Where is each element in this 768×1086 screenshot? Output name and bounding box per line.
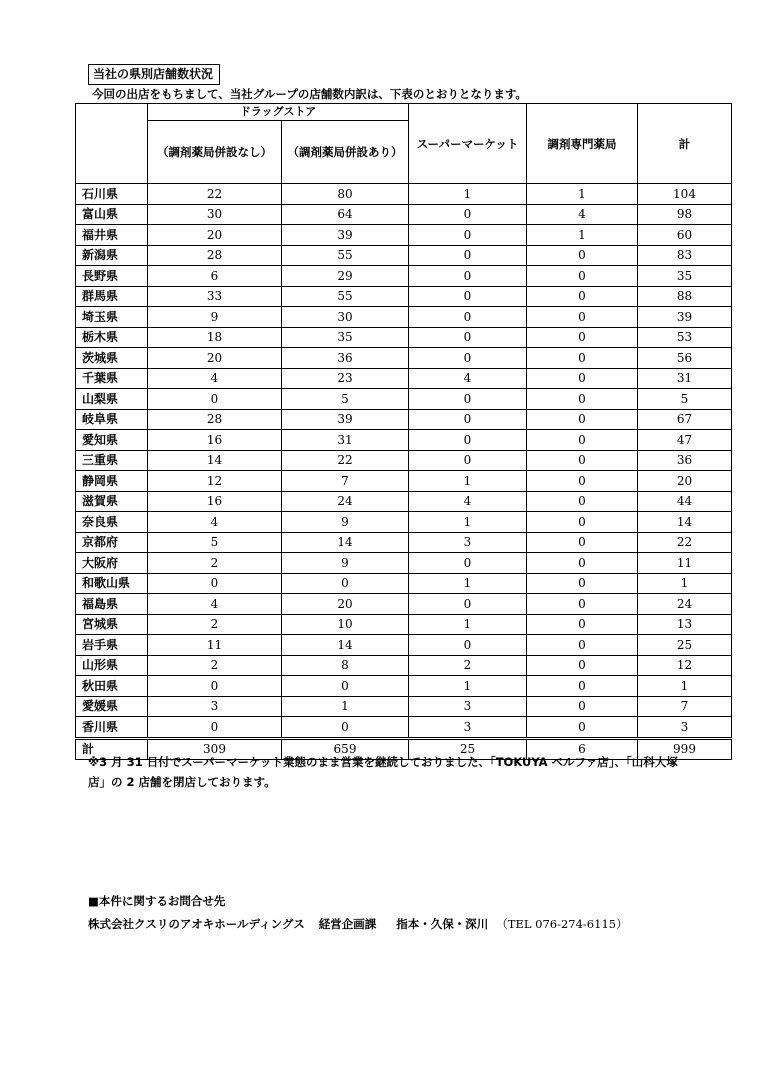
table-row	[76, 655, 732, 676]
dispensing-pharmacy-count: 0	[527, 450, 638, 471]
table-row	[76, 307, 732, 328]
no-pharmacy-count: 0	[148, 717, 282, 739]
row-total: 39	[638, 307, 732, 328]
table-row	[76, 368, 732, 389]
total-header: 計	[638, 104, 732, 184]
row-total: 20	[638, 471, 732, 492]
table-row	[76, 594, 732, 615]
row-total: 88	[638, 286, 732, 307]
row-total: 12	[638, 655, 732, 676]
table-row	[76, 717, 732, 739]
with-pharmacy-count: 20	[282, 594, 409, 615]
row-total: 47	[638, 430, 732, 451]
no-pharmacy-count: 6	[148, 266, 282, 287]
no-pharmacy-count: 28	[148, 409, 282, 430]
with-pharmacy-count: 36	[282, 348, 409, 369]
with-pharmacy-count: 39	[282, 409, 409, 430]
no-pharmacy-count: 14	[148, 450, 282, 471]
with-pharmacy-count: 39	[282, 225, 409, 246]
no-pharmacy-count: 16	[148, 430, 282, 451]
prefecture-name: 長野県	[76, 266, 148, 287]
prefecture-name: 茨城県	[76, 348, 148, 369]
table-row	[76, 573, 732, 594]
prefecture-name: 群馬県	[76, 286, 148, 307]
supermarket-header: スーパーマーケット	[409, 104, 527, 184]
table-row	[76, 471, 732, 492]
dispensing-pharmacy-count: 0	[527, 676, 638, 697]
table-row	[76, 204, 732, 225]
no-pharmacy-count: 16	[148, 491, 282, 512]
prefecture-name: 愛媛県	[76, 696, 148, 717]
supermarket-count: 4	[409, 491, 527, 512]
row-total: 25	[638, 635, 732, 656]
with-pharmacy-count: 64	[282, 204, 409, 225]
prefecture-name: 静岡県	[76, 471, 148, 492]
with-pharmacy-count: 5	[282, 389, 409, 410]
no-pharmacy-count: 3	[148, 696, 282, 717]
dispensing-pharmacy-count: 0	[527, 532, 638, 553]
with-pharmacy-header: （調剤薬局併設あり）	[282, 121, 409, 184]
supermarket-count: 0	[409, 430, 527, 451]
table-row	[76, 266, 732, 287]
dispensing-pharmacy-count: 0	[527, 471, 638, 492]
closure-note: ※3 月 31 日付でスーパーマーケット業態のまま営業を継続しておりました、「TOKUYA ベルファ店」、「山科大塚店」の 2 店舗を閉店しております。	[88, 755, 678, 789]
prefecture-name: 愛知県	[76, 430, 148, 451]
supermarket-count: 0	[409, 635, 527, 656]
row-total: 24	[638, 594, 732, 615]
row-total: 44	[638, 491, 732, 512]
contact-dept: 経営企画課	[318, 917, 377, 931]
prefecture-name: 埼玉県	[76, 307, 148, 328]
dispensing-pharmacy-count: 0	[527, 655, 638, 676]
table-row	[76, 532, 732, 553]
total-dispensing-pharmacy: 6	[527, 738, 638, 759]
dispensing-pharmacy-count: 0	[527, 614, 638, 635]
dispensing-pharmacy-count: 0	[527, 307, 638, 328]
supermarket-count: 1	[409, 614, 527, 635]
prefecture-name: 石川県	[76, 184, 148, 205]
prefecture-name: 宮城県	[76, 614, 148, 635]
supermarket-count: 0	[409, 245, 527, 266]
supermarket-count: 0	[409, 266, 527, 287]
supermarket-count: 1	[409, 676, 527, 697]
dispensing-pharmacy-count: 0	[527, 286, 638, 307]
prefecture-name: 三重県	[76, 450, 148, 471]
row-total: 7	[638, 696, 732, 717]
prefecture-name: 栃木県	[76, 327, 148, 348]
with-pharmacy-count: 0	[282, 676, 409, 697]
table-row	[76, 430, 732, 451]
no-pharmacy-count: 28	[148, 245, 282, 266]
no-pharmacy-count: 4	[148, 594, 282, 615]
contact-line	[88, 916, 628, 932]
supermarket-count: 1	[409, 573, 527, 594]
dispensing-pharmacy-count: 0	[527, 696, 638, 717]
with-pharmacy-count: 80	[282, 184, 409, 205]
contact-tel: （TEL 076-274-6115）	[496, 917, 628, 931]
table-row	[76, 327, 732, 348]
supermarket-count: 1	[409, 184, 527, 205]
table-row	[76, 348, 732, 369]
grand-total: 999	[638, 738, 732, 759]
with-pharmacy-count: 14	[282, 532, 409, 553]
prefecture-name: 岩手県	[76, 635, 148, 656]
table-row	[76, 512, 732, 533]
dispensing-pharmacy-count: 0	[527, 327, 638, 348]
total-supermarket: 25	[409, 738, 527, 759]
no-pharmacy-count: 4	[148, 512, 282, 533]
prefecture-name: 福井県	[76, 225, 148, 246]
row-total: 83	[638, 245, 732, 266]
prefecture-name: 香川県	[76, 717, 148, 739]
with-pharmacy-count: 23	[282, 368, 409, 389]
with-pharmacy-count: 35	[282, 327, 409, 348]
prefecture-name: 岐阜県	[76, 409, 148, 430]
supermarket-count: 0	[409, 327, 527, 348]
row-total: 98	[638, 204, 732, 225]
no-pharmacy-count: 30	[148, 204, 282, 225]
table-row	[76, 491, 732, 512]
table-row	[76, 676, 732, 697]
row-total: 14	[638, 512, 732, 533]
dispensing-pharmacy-count: 0	[527, 594, 638, 615]
supermarket-count: 0	[409, 204, 527, 225]
no-pharmacy-header: （調剤薬局併設なし）	[148, 121, 282, 184]
with-pharmacy-count: 30	[282, 307, 409, 328]
total-no-pharmacy: 309	[148, 738, 282, 759]
no-pharmacy-count: 0	[148, 389, 282, 410]
with-pharmacy-count: 22	[282, 450, 409, 471]
no-pharmacy-count: 22	[148, 184, 282, 205]
supermarket-count: 0	[409, 594, 527, 615]
supermarket-count: 2	[409, 655, 527, 676]
table-row	[76, 184, 732, 205]
table-row	[76, 409, 732, 430]
with-pharmacy-count: 9	[282, 512, 409, 533]
row-total: 60	[638, 225, 732, 246]
dispensing-pharmacy-count: 0	[527, 635, 638, 656]
prefecture-name: 秋田県	[76, 676, 148, 697]
no-pharmacy-count: 5	[148, 532, 282, 553]
with-pharmacy-count: 0	[282, 717, 409, 739]
prefecture-name: 大阪府	[76, 553, 148, 574]
supermarket-count: 1	[409, 471, 527, 492]
no-pharmacy-count: 0	[148, 676, 282, 697]
table-row	[76, 553, 732, 574]
row-total: 67	[638, 409, 732, 430]
dispensing-pharmacy-count: 1	[527, 225, 638, 246]
no-pharmacy-count: 20	[148, 225, 282, 246]
no-pharmacy-count: 2	[148, 614, 282, 635]
contact-names: 指本・久保・深川	[396, 917, 489, 931]
prefecture-name: 福島県	[76, 594, 148, 615]
prefecture-header-blank	[76, 104, 148, 184]
row-total: 35	[638, 266, 732, 287]
no-pharmacy-count: 18	[148, 327, 282, 348]
prefecture-name: 和歌山県	[76, 573, 148, 594]
row-total: 1	[638, 676, 732, 697]
table-row	[76, 225, 732, 246]
prefecture-name: 新潟県	[76, 245, 148, 266]
supermarket-count: 0	[409, 286, 527, 307]
prefecture-name: 富山県	[76, 204, 148, 225]
with-pharmacy-count: 0	[282, 573, 409, 594]
row-total: 22	[638, 532, 732, 553]
table-body	[76, 184, 732, 739]
no-pharmacy-count: 0	[148, 573, 282, 594]
supermarket-count: 1	[409, 512, 527, 533]
row-total: 53	[638, 327, 732, 348]
table-row	[76, 286, 732, 307]
contact-heading: ■本件に関するお問合せ先	[88, 894, 226, 908]
dispensing-pharmacy-count: 0	[527, 430, 638, 451]
with-pharmacy-count: 31	[282, 430, 409, 451]
dispensing-pharmacy-count: 0	[527, 266, 638, 287]
prefecture-name: 滋賀県	[76, 491, 148, 512]
with-pharmacy-count: 10	[282, 614, 409, 635]
section-title: 当社の県別店舗数状況	[88, 64, 220, 85]
prefecture-name: 山形県	[76, 655, 148, 676]
table-row	[76, 245, 732, 266]
dispensing-pharmacy-header: 調剤専門薬局	[527, 104, 638, 184]
prefecture-name: 奈良県	[76, 512, 148, 533]
row-total: 56	[638, 348, 732, 369]
row-total: 31	[638, 368, 732, 389]
table-row	[76, 696, 732, 717]
dispensing-pharmacy-count: 0	[527, 348, 638, 369]
dispensing-pharmacy-count: 0	[527, 409, 638, 430]
with-pharmacy-count: 55	[282, 286, 409, 307]
with-pharmacy-count: 55	[282, 245, 409, 266]
supermarket-count: 0	[409, 225, 527, 246]
supermarket-count: 0	[409, 553, 527, 574]
with-pharmacy-count: 29	[282, 266, 409, 287]
with-pharmacy-count: 14	[282, 635, 409, 656]
dispensing-pharmacy-count: 0	[527, 389, 638, 410]
row-total: 11	[638, 553, 732, 574]
supermarket-count: 3	[409, 532, 527, 553]
no-pharmacy-count: 20	[148, 348, 282, 369]
dispensing-pharmacy-count: 0	[527, 368, 638, 389]
table-row	[76, 450, 732, 471]
intro-text: 今回の出店をもちまして、当社グループの店舗数内訳は、下表のとおりとなります。	[92, 87, 527, 101]
total-with-pharmacy: 659	[282, 738, 409, 759]
supermarket-count: 3	[409, 717, 527, 739]
with-pharmacy-count: 24	[282, 491, 409, 512]
dispensing-pharmacy-count: 0	[527, 573, 638, 594]
table-row	[76, 635, 732, 656]
dispensing-pharmacy-count: 0	[527, 245, 638, 266]
dispensing-pharmacy-count: 0	[527, 491, 638, 512]
supermarket-count: 4	[409, 368, 527, 389]
table-row	[76, 614, 732, 635]
no-pharmacy-count: 2	[148, 553, 282, 574]
with-pharmacy-count: 7	[282, 471, 409, 492]
no-pharmacy-count: 12	[148, 471, 282, 492]
with-pharmacy-count: 1	[282, 696, 409, 717]
row-total: 36	[638, 450, 732, 471]
supermarket-count: 0	[409, 409, 527, 430]
no-pharmacy-count: 2	[148, 655, 282, 676]
row-total: 3	[638, 717, 732, 739]
supermarket-count: 0	[409, 389, 527, 410]
contact-company: 株式会社クスリのアオキホールディングス	[88, 917, 305, 931]
dispensing-pharmacy-count: 0	[527, 717, 638, 739]
dispensing-pharmacy-count: 0	[527, 512, 638, 533]
no-pharmacy-count: 4	[148, 368, 282, 389]
supermarket-count: 0	[409, 348, 527, 369]
supermarket-count: 0	[409, 450, 527, 471]
table-row	[76, 389, 732, 410]
row-total: 13	[638, 614, 732, 635]
row-total: 5	[638, 389, 732, 410]
prefecture-name: 山梨県	[76, 389, 148, 410]
with-pharmacy-count: 8	[282, 655, 409, 676]
dispensing-pharmacy-count: 0	[527, 553, 638, 574]
row-total: 104	[638, 184, 732, 205]
supermarket-count: 3	[409, 696, 527, 717]
store-count-table	[75, 103, 732, 760]
row-total: 1	[638, 573, 732, 594]
dispensing-pharmacy-count: 1	[527, 184, 638, 205]
dispensing-pharmacy-count: 4	[527, 204, 638, 225]
with-pharmacy-count: 9	[282, 553, 409, 574]
supermarket-count: 0	[409, 307, 527, 328]
prefecture-name: 京都府	[76, 532, 148, 553]
no-pharmacy-count: 33	[148, 286, 282, 307]
total-label: 計	[76, 738, 148, 759]
drugstore-group-header: ドラッグストア	[148, 104, 409, 121]
no-pharmacy-count: 11	[148, 635, 282, 656]
prefecture-name: 千葉県	[76, 368, 148, 389]
no-pharmacy-count: 9	[148, 307, 282, 328]
